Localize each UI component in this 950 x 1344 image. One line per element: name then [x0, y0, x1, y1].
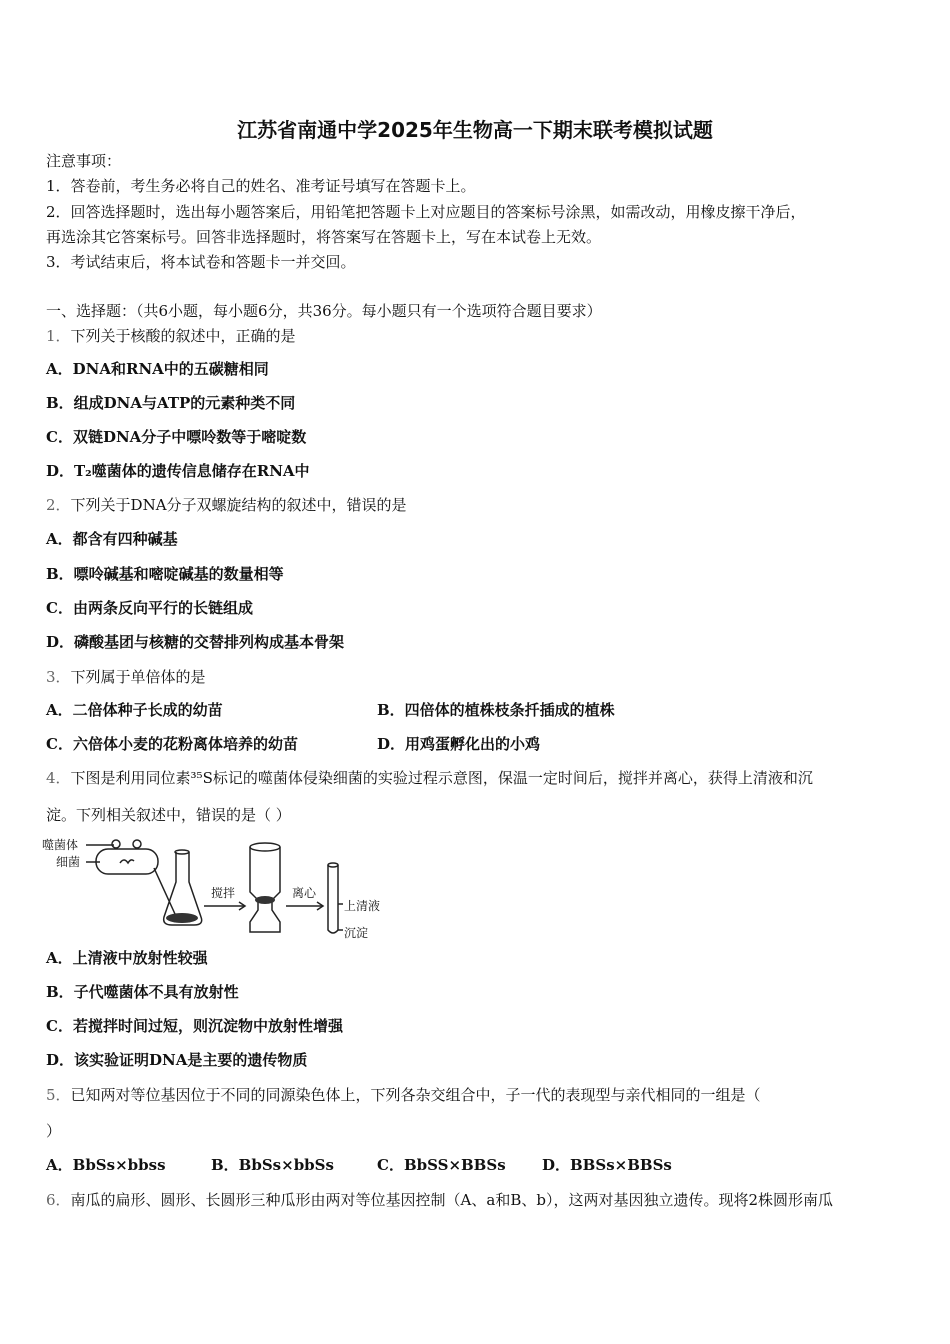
option: D．磷酸基团与核糖的交替排列构成基本骨架 [46, 633, 345, 651]
option: D．用鸡蛋孵化出的小鸡 [377, 735, 541, 753]
option: A．都含有四种碱基 [46, 530, 178, 548]
option: B．组成DNA与ATP的元素种类不同 [46, 394, 296, 412]
question-number: 5． [46, 1086, 71, 1104]
question-1 [46, 327, 296, 345]
option: B．四倍体的植株枝条扦插成的植株 [377, 701, 615, 719]
question-number: 6． [46, 1191, 71, 1209]
phage-experiment-figure [42, 832, 387, 944]
label-phage: 噬菌体 [42, 838, 79, 852]
question-stem: 下列关于DNA分子双螺旋结构的叙述中，错误的是 [70, 496, 407, 514]
option: D．BBSs×BBSs [542, 1156, 672, 1174]
option: D．T₂噬菌体的遗传信息储存在RNA中 [46, 462, 310, 480]
option: C．六倍体小麦的花粉离体培养的幼苗 [46, 735, 298, 753]
option: A．上清液中放射性较强 [46, 949, 208, 967]
option: A．BbSs×bbss [46, 1156, 166, 1174]
label-bacteria: 细菌 [56, 855, 81, 869]
label-sediment: 沉淀 [344, 926, 369, 940]
notice-item: 3．考试结束后，将本试卷和答题卡一并交回。 [46, 253, 356, 271]
option: C．BbSS×BBSs [377, 1156, 506, 1174]
question-stem: 淀。下列相关叙述中，错误的是（ ） [46, 806, 291, 824]
page-title: 江苏省南通中学2025年生物高一下期末联考模拟试题 [237, 118, 713, 142]
option: B．嘌呤碱基和嘧啶碱基的数量相等 [46, 565, 284, 583]
option: D．该实验证明DNA是主要的遗传物质 [46, 1051, 308, 1069]
question-number: 3． [46, 668, 71, 686]
option: A．DNA和RNA中的五碳糖相同 [46, 360, 269, 378]
option: A．二倍体种子长成的幼苗 [46, 701, 223, 719]
label-centrifuge: 离心 [292, 886, 317, 900]
question-stem: 南瓜的扁形、圆形、长圆形三种瓜形由两对等位基因控制（A、a和B、b），这两对基因独立遗传。现将2株圆形南瓜 [70, 1191, 833, 1209]
option: C．由两条反向平行的长链组成 [46, 599, 253, 617]
notice-heading: 注意事项： [46, 152, 122, 170]
question-4 [46, 769, 813, 787]
option: C．若搅拌时间过短，则沉淀物中放射性增强 [46, 1017, 343, 1035]
section-heading: 一、选择题：（共6小题，每小题6分，共36分。每小题只有一个选项符合题目要求） [46, 302, 602, 320]
question-stem: 已知两对等位基因位于不同的同源染色体上，下列各杂交组合中，子一代的表现型与亲代相同的一组是（ [70, 1086, 761, 1104]
question-2 [46, 496, 407, 514]
notice-item: 再选涂其它答案标号。回答非选择题时，将答案写在答题卡上，写在本试卷上无效。 [46, 228, 602, 246]
question-stem: 下列关于核酸的叙述中，正确的是 [70, 327, 296, 345]
question-number: 4． [46, 769, 71, 787]
question-number: 2． [46, 496, 71, 514]
notice-item: 1．答卷前，考生务必将自己的姓名、准考证号填写在答题卡上。 [46, 177, 476, 195]
question-stem: 下图是利用同位素³⁵S标记的噬菌体侵染细菌的实验过程示意图，保温一定时间后，搅拌并离心，获得上清液和沉 [70, 769, 813, 787]
question-6 [46, 1191, 833, 1209]
question-number: 1． [46, 327, 71, 345]
option: B．BbSs×bbSs [211, 1156, 334, 1174]
label-stir: 搅拌 [211, 886, 236, 900]
question-5 [46, 1086, 761, 1104]
option: C．双链DNA分子中嘌呤数等于嘧啶数 [46, 428, 307, 446]
question-stem: 下列属于单倍体的是 [70, 668, 206, 686]
question-stem: ） [46, 1122, 62, 1140]
label-supernatant: 上清液 [344, 899, 381, 913]
notice-item: 2．回答选择题时，选出每小题答案后，用铅笔把答题卡上对应题目的答案标号涂黑，如需改动，用橡皮擦干净后， [46, 203, 806, 221]
option: B．子代噬菌体不具有放射性 [46, 983, 239, 1001]
question-3 [46, 668, 206, 686]
